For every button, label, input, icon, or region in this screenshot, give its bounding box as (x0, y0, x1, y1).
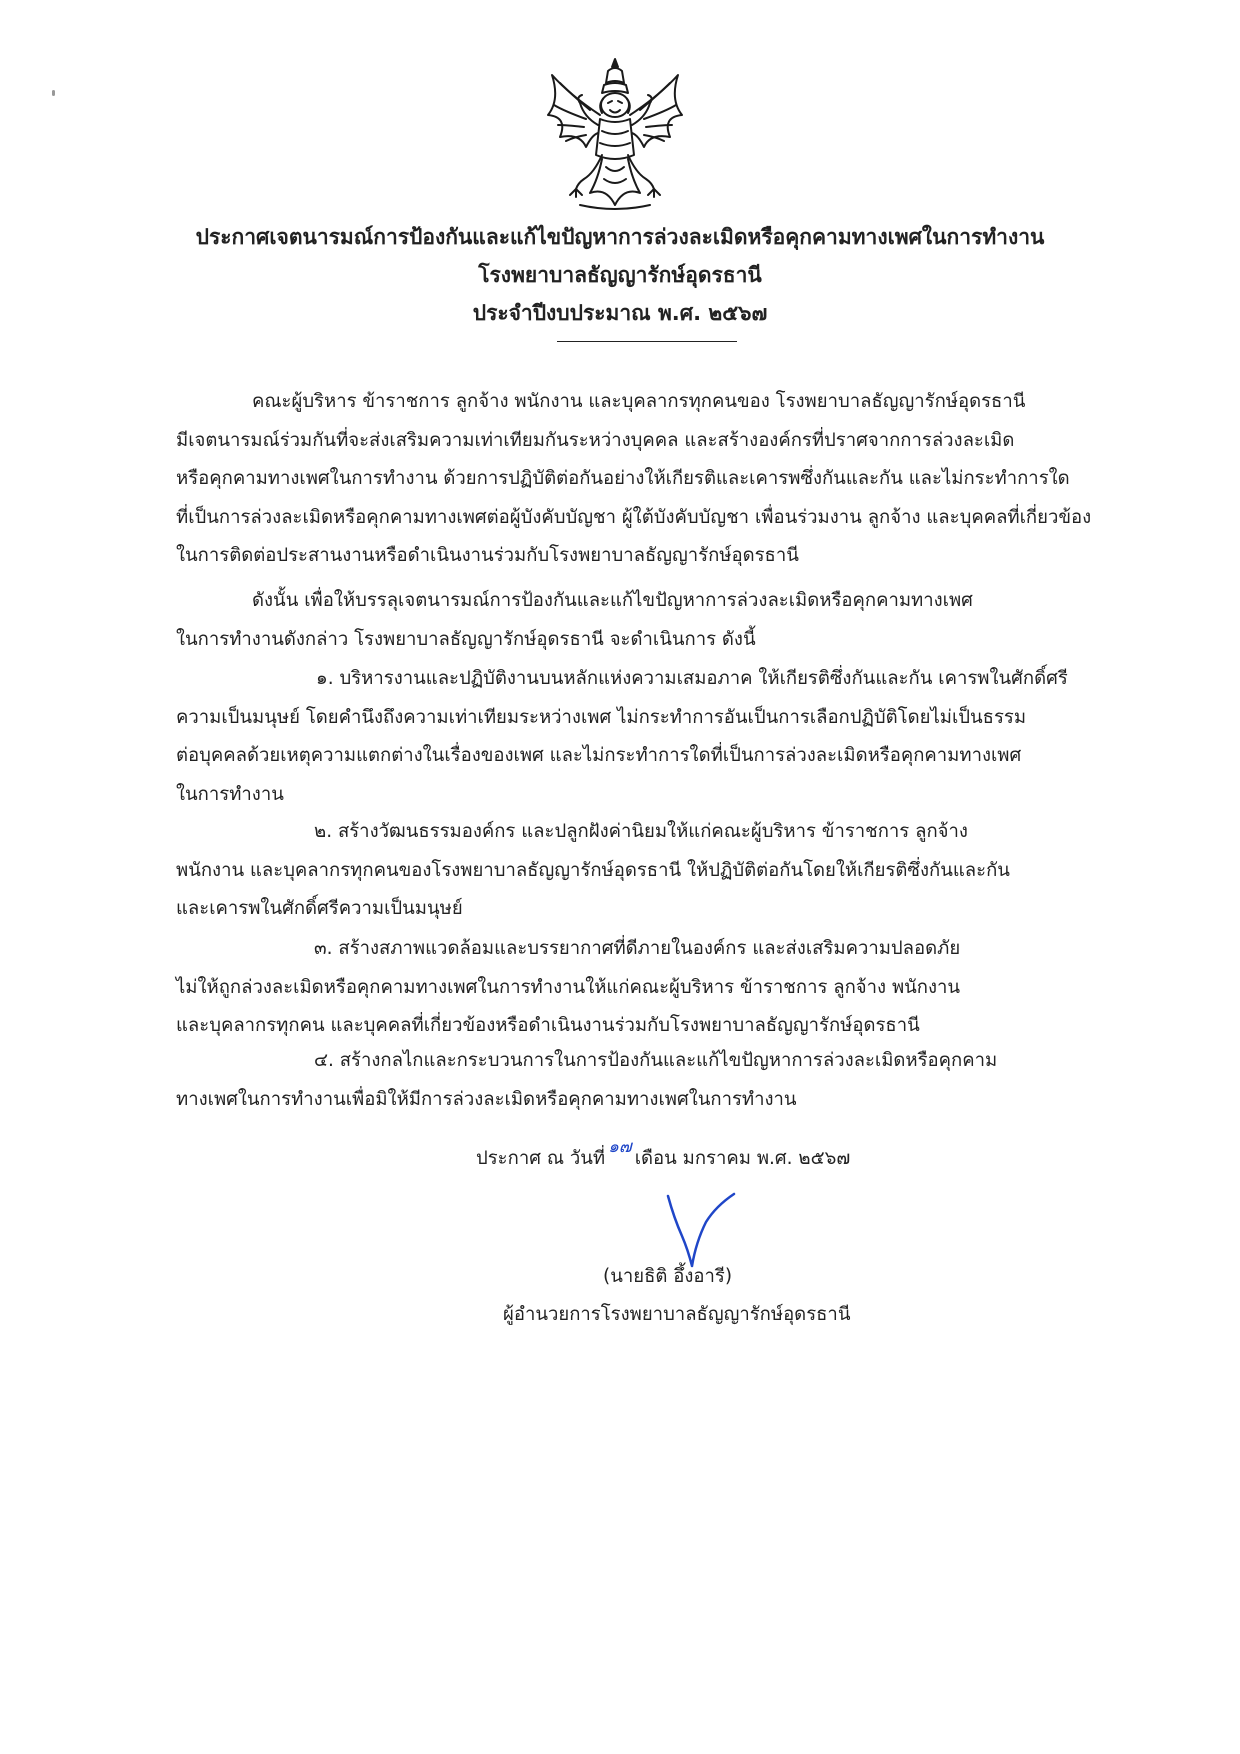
intro-line: ในการติดต่อประสานงานหรือดำเนินงานร่วมกับโรงพยาบาลธัญญารักษ์อุดรธานี (176, 545, 799, 566)
intro-line: หรือคุกคามทางเพศในการทำงาน ด้วยการปฏิบัติต่อกันอย่างให้เกียรติและเคารพซึ่งกันและกัน และไม่กระทำการใด (176, 468, 1070, 489)
item-line: ต่อบุคคลด้วยเหตุความแตกต่างในเรื่องของเพศ และไม่กระทำการใดที่เป็นการล่วงละเมิดหรือคุกคามทางเพศ (176, 745, 1022, 766)
item-first-line: ๒. สร้างวัฒนธรรมองค์กร และปลูกฝังค่านิยมให้แก่คณะผู้บริหาร ข้าราชการ ลูกจ้าง (314, 821, 968, 842)
intro-line: คณะผู้บริหาร ข้าราชการ ลูกจ้าง พนักงาน และบุคลากรทุกคนของ โรงพยาบาลธัญญารักษ์อุดรธานี (252, 391, 1026, 412)
item-line: ไม่ให้ถูกล่วงละเมิดหรือคุกคามทางเพศในการทำงานให้แก่คณะผู้บริหาร ข้าราชการ ลูกจ้าง พนักงาน (176, 976, 961, 998)
item-line: ความเป็นมนุษย์ โดยคำนึงถึงความเท่าเทียมระหว่างเพศ ไม่กระทำการอันเป็นการเลือกปฏิบัติโดยไม่เป็นธรรม (176, 706, 1027, 728)
item-4 (176, 1042, 1114, 1119)
date-suffix: เดือน มกราคม พ.ศ. ๒๕๖๗ (634, 1148, 851, 1169)
item-first-line: ๓. สร้างสภาพแวดล้อมและบรรยากาศที่ดีภายในองค์กร และส่งเสริมความปลอดภัย (314, 938, 961, 959)
item-3 (176, 930, 1114, 1046)
announcement-date (476, 1137, 851, 1173)
item-1 (176, 660, 1114, 814)
item-line: และบุคลากรทุกคน และบุคคลที่เกี่ยวข้องหรือดำเนินงานร่วมกับโรงพยาบาลธัญญารักษ์อุดรธานี (176, 1015, 920, 1036)
item-2 (176, 813, 1114, 929)
title-line-2: โรงพยาบาลธัญญารักษ์อุดรธานี (478, 263, 762, 287)
lead-paragraph (176, 582, 1114, 659)
item-line: พนักงาน และบุคลากรทุกคนของโรงพยาบาลธัญญารักษ์อุดรธานี ให้ปฏิบัติต่อกันโดยให้เกียรติซึ่งกันและกัน (176, 859, 1010, 881)
item-first-line: ๑. บริหารงานและปฏิบัติงานบนหลักแห่งความเสมอภาค ให้เกียรติซึ่งกันและกัน เคารพในศักดิ์ศรี (316, 668, 1068, 689)
scan-artifact (52, 90, 55, 96)
intro-line: ที่เป็นการล่วงละเมิดหรือคุกคามทางเพศต่อผู้บังคับบัญชา ผู้ใต้บังคับบัญชา เพื่อนร่วมงาน ลูกจ้าง และบุคคลที่เกี่ยวข้อง (176, 506, 1092, 528)
intro-line: มีเจตนารมณ์ร่วมกันที่จะส่งเสริมความเท่าเทียมกันระหว่างบุคคล และสร้างองค์กรที่ปราศจากการล่วงละเมิด (176, 429, 1015, 451)
announcement-title (0, 218, 1240, 332)
lead-line: ดังนั้น เพื่อให้บรรลุเจตนารมณ์การป้องกันและแก้ไขปัญหาการล่วงละเมิดหรือคุกคามทางเพศ (252, 590, 973, 611)
item-line: ในการทำงาน (176, 783, 284, 805)
item-first-line: ๔. สร้างกลไกและกระบวนการในการป้องกันและแก้ไขปัญหาการล่วงละเมิดหรือคุกคาม (314, 1050, 998, 1071)
title-divider (557, 341, 737, 342)
item-line: และเคารพในศักดิ์ศรีความเป็นมนุษย์ (176, 898, 463, 919)
title-line-1: ประกาศเจตนารมณ์การป้องกันและแก้ไขปัญหาการล่วงละเมิดหรือคุกคามทางเพศในการทำงาน (195, 225, 1045, 249)
garuda-emblem-icon (540, 55, 690, 215)
title-line-3: ประจำปีงบประมาณ พ.ศ. ๒๕๖๗ (472, 301, 768, 325)
signature-icon (660, 1188, 740, 1270)
signatory-position: ผู้อำนวยการโรงพยาบาลธัญญารักษ์อุดรธานี (503, 1304, 851, 1325)
lead-line: ในการทำงานดังกล่าว โรงพยาบาลธัญญารักษ์อุดรธานี จะดำเนินการ ดังนี้ (176, 628, 756, 650)
date-prefix: ประกาศ ณ วันที่ (476, 1148, 606, 1169)
signatory-name: (นายธิติ อึ้งอารี) (603, 1266, 733, 1287)
item-line: ทางเพศในการทำงานเพื่อมิให้มีการล่วงละเมิดหรือคุกคามทางเพศในการทำงาน (176, 1088, 797, 1110)
handwritten-day: ๑๗ (608, 1137, 632, 1157)
intro-paragraph (176, 383, 1114, 576)
